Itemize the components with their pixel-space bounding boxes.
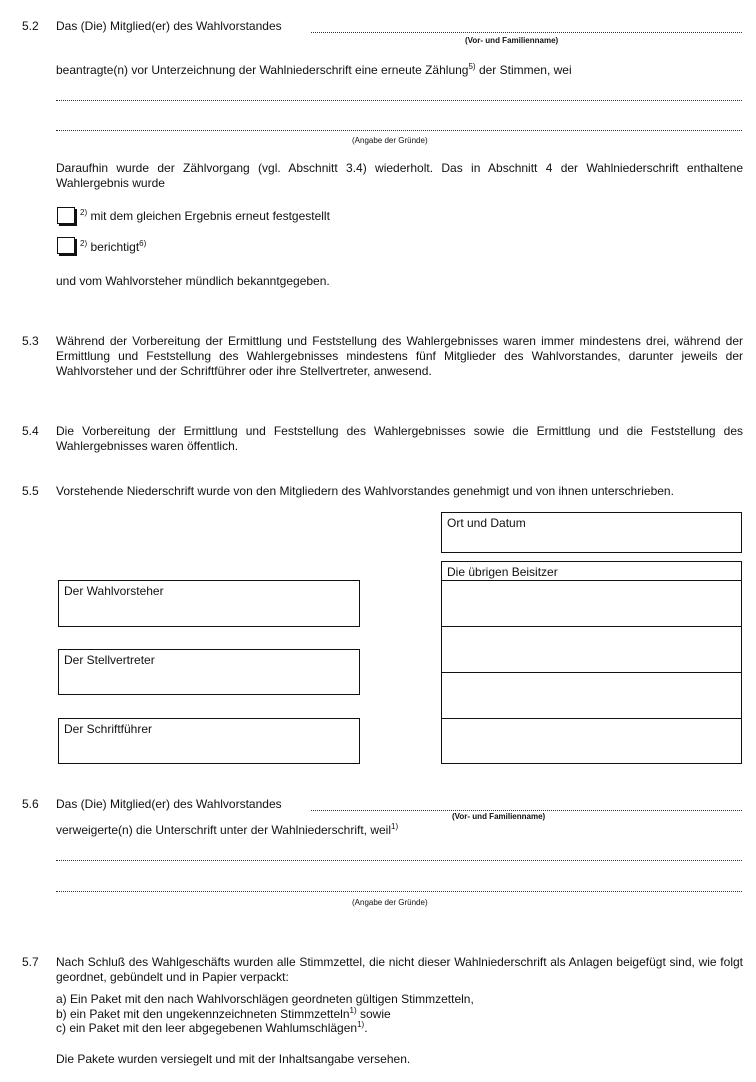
- sealed-text: Die Pakete wurden versiegelt und mit der Inhaltsangabe versehen.: [56, 1052, 411, 1066]
- deputy-signature-field[interactable]: [58, 649, 360, 695]
- refusing-member-field[interactable]: [311, 810, 742, 811]
- deputy-label: Der Stellvertreter: [64, 653, 155, 667]
- member-name-field[interactable]: [311, 32, 742, 33]
- assessor-signature-row[interactable]: [442, 672, 741, 718]
- section-number: 5.5: [22, 484, 39, 498]
- option-same-result: $^{2)}$ mit dem gleichen Ergebnis erneut festgestellt: [80, 208, 330, 223]
- reason-line-2[interactable]: [56, 130, 742, 131]
- place-date-label: Ort und Datum: [447, 516, 526, 530]
- reason-line-1[interactable]: [56, 100, 742, 101]
- member-label: Das (Die) Mitglied(er) des Wahlvorstandes: [56, 797, 282, 811]
- chairman-label: Der Wahlvorsteher: [64, 584, 164, 598]
- secretary-signature-field[interactable]: [58, 718, 360, 764]
- checkbox-same-result[interactable]: [57, 207, 75, 224]
- approval-text: Vorstehende Niederschrift wurde von den Mitgliedern des Wahlvorstandes genehmigt und von ihnen unterschrieben.: [56, 484, 674, 498]
- refusal-reason-line-2[interactable]: [56, 891, 742, 892]
- recount-paragraph: Daraufhin wurde der Zählvorgang (vgl. Abschnitt 3.4) wiederholt. Das in Abschnitt 4 der Wahlniederschrift enthaltene Wahlergebnis wurde: [56, 161, 743, 190]
- presence-paragraph: Während der Vorbereitung der Ermittlung und Feststellung des Wahlergebnisses waren immer mindestens drei, während der Ermittlung und Feststellung des Wahlergebnisses mindestens fünf Mitglieder des Wahlvorstandes, darunter jeweils der Wahlvorsteher und der Schriftführer oder ihre Stellvertreter, anwesend.: [56, 334, 743, 378]
- reason-hint: (Angabe der Gründe): [352, 136, 428, 145]
- section-number: 5.6: [22, 797, 39, 811]
- footnote-ref: 5): [468, 62, 476, 71]
- refusal-reason-line-1[interactable]: [56, 860, 742, 861]
- packaging-paragraph: Nach Schluß des Wahlgeschäfts wurden alle Stimmzettel, die nicht dieser Wahlniederschrift als Anlagen beigefügt sind, wie folgt geordnet, gebündelt und in Papier verpackt:: [56, 955, 743, 984]
- name-hint: (Vor- und Familienname): [452, 812, 546, 821]
- name-hint: (Vor- und Familienname): [465, 36, 559, 45]
- checkbox-corrected[interactable]: [57, 237, 75, 254]
- assessors-label: Die übrigen Beisitzer: [447, 565, 558, 579]
- member-label: Das (Die) Mitglied(er) des Wahlvorstandes: [56, 19, 282, 33]
- list-item-c: c) ein Paket mit den leer abgegebenen Wahlumschlägen$^{1)}$.: [56, 1020, 368, 1035]
- public-paragraph: Die Vorbereitung der Ermittlung und Feststellung des Wahlergebnisses sowie die Ermittlung und die Feststellung des Wahlergebnisses waren öffentlich.: [56, 424, 743, 453]
- refusal-text: verweigerte(n) die Unterschrift unter der Wahlniederschrift, weil$^{1)}$: [56, 822, 399, 837]
- assessor-signature-row[interactable]: [442, 718, 741, 764]
- chairman-signature-field[interactable]: [58, 580, 360, 627]
- section-number: 5.7: [22, 955, 39, 969]
- section-number: 5.2: [22, 19, 39, 33]
- announcement-text: und vom Wahlvorsteher mündlich bekanntgegeben.: [56, 274, 330, 288]
- list-item-a: a) Ein Paket mit den nach Wahlvorschlägen geordneten gültigen Stimmzetteln,: [56, 992, 474, 1006]
- section-number: 5.4: [22, 424, 39, 438]
- assessors-signature-box: [441, 561, 742, 764]
- secretary-label: Der Schriftführer: [64, 722, 153, 736]
- recount-request-text: beantragte(n) vor Unterzeichnung der Wahlniederschrift eine erneute Zählung$^{5)}$ der Stimmen, wei: [56, 62, 572, 77]
- assessor-signature-row[interactable]: [442, 626, 741, 672]
- place-date-field[interactable]: [441, 512, 742, 553]
- list-item-b: b) ein Paket mit den ungekennzeichneten Stimmzetteln$^{1)}$ sowie: [56, 1006, 391, 1021]
- option-corrected: $^{2)}$ berichtigt$^{6)}$: [80, 239, 147, 254]
- reason-hint: (Angabe der Gründe): [352, 898, 428, 907]
- section-number: 5.3: [22, 334, 39, 348]
- assessor-signature-row[interactable]: [442, 580, 741, 626]
